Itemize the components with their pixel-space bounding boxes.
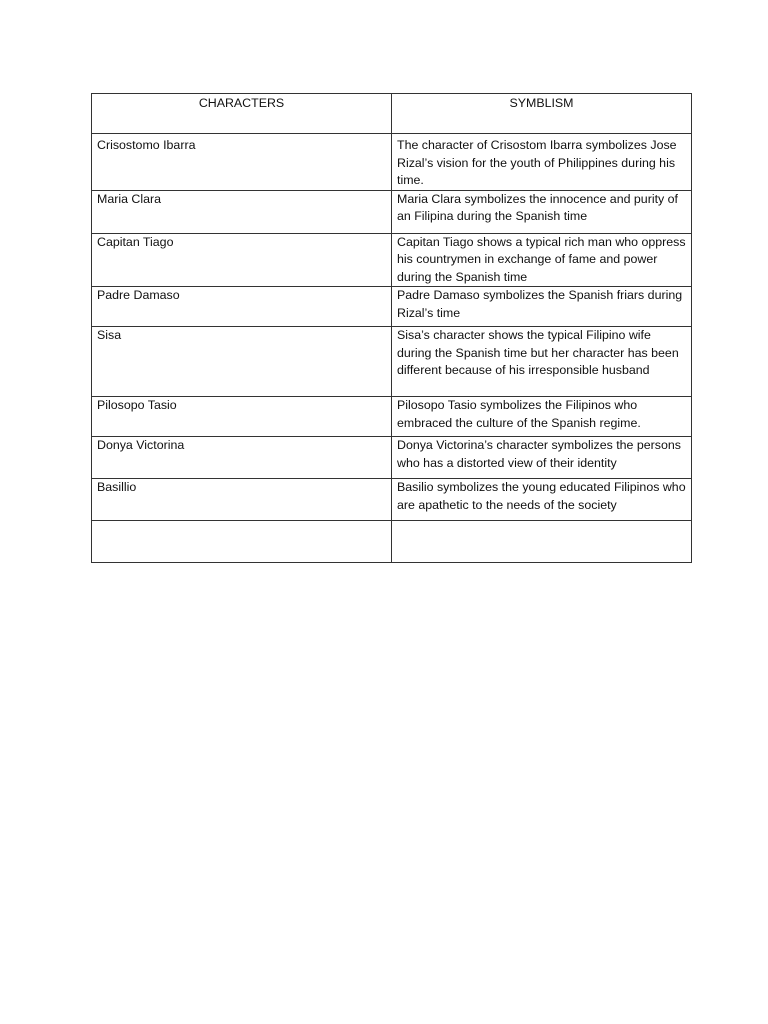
symbolism-text: Padre Damaso symbolizes the Spanish friars during Rizal’s time xyxy=(397,288,683,320)
table-row xyxy=(92,190,692,233)
header-characters: CHARACTERS xyxy=(92,94,392,134)
character-cell xyxy=(92,134,392,191)
table-row xyxy=(92,287,692,327)
symbolism-cell xyxy=(392,233,692,287)
character-name: Padre Damaso xyxy=(97,288,180,302)
symbolism-text: Donya Victorina’s character symbolizes the persons who has a distorted view of their identity xyxy=(397,438,681,470)
character-name: Maria Clara xyxy=(97,191,162,206)
character-name: Crisostomo Ibarra xyxy=(97,138,196,152)
character-cell xyxy=(92,479,392,521)
character-cell xyxy=(92,287,392,327)
symbolism-cell xyxy=(392,190,692,233)
character-cell xyxy=(92,327,392,397)
character-name: Sisa xyxy=(97,328,122,342)
header-symbolism: SYMBLISM xyxy=(392,94,692,134)
symbolism-cell xyxy=(392,437,692,479)
symbolism-text: Sisa’s character shows the typical Filipino wife during the Spanish time but her character has been different because of his irresponsible husband xyxy=(397,328,679,377)
character-name: Donya Victorina xyxy=(97,438,185,452)
symbolism-text: Capitan Tiago shows a typical rich man who oppress his countrymen in exchange of fame and power during the Spanish time xyxy=(397,234,686,284)
character-cell xyxy=(92,397,392,437)
character-name: Pilosopo Tasio xyxy=(97,398,177,412)
symbolism-text: Basilio symbolizes the young educated Filipinos who are apathetic to the needs of the society xyxy=(397,480,686,512)
table-header-row xyxy=(92,94,692,134)
symbolism-cell xyxy=(392,397,692,437)
character-cell xyxy=(92,437,392,479)
table-row xyxy=(92,521,692,563)
table-row xyxy=(92,327,692,397)
symbolism-cell xyxy=(392,521,692,563)
symbolism-cell xyxy=(392,287,692,327)
symbolism-cell xyxy=(392,479,692,521)
table-row xyxy=(92,233,692,287)
character-cell xyxy=(92,190,392,233)
table-row xyxy=(92,134,692,191)
symbolism-cell xyxy=(392,327,692,397)
characters-symbolism-table xyxy=(91,93,692,563)
symbolism-cell xyxy=(392,134,692,191)
character-name: Capitan Tiago xyxy=(97,234,174,249)
symbolism-text: The character of Crisostom Ibarra symbolizes Jose Rizal’s vision for the youth of Philippines during his time. xyxy=(397,138,677,187)
table-row xyxy=(92,479,692,521)
table-row xyxy=(92,397,692,437)
table-row xyxy=(92,437,692,479)
symbolism-text: Maria Clara symbolizes the innocence and purity of an Filipina during the Spanish time xyxy=(397,191,678,223)
character-cell xyxy=(92,521,392,563)
character-name: Basillio xyxy=(97,480,137,494)
character-cell xyxy=(92,233,392,287)
symbolism-text: Pilosopo Tasio symbolizes the Filipinos who embraced the culture of the Spanish regime. xyxy=(397,398,641,430)
